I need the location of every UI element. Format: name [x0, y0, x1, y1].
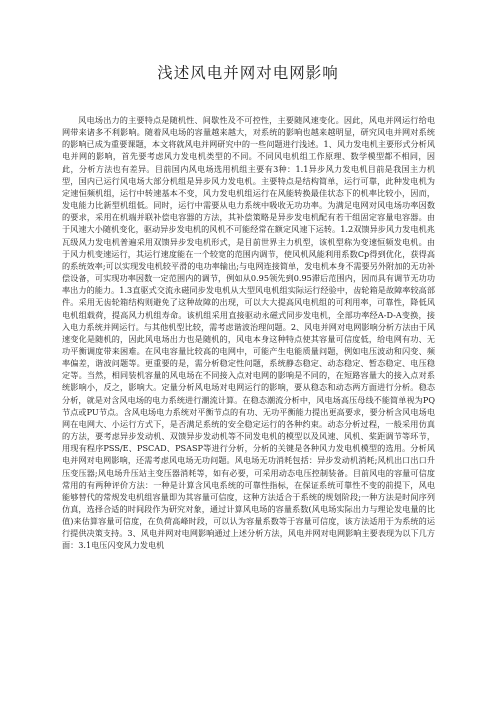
document-body-paragraph: 风电场出力的主要特点是随机性、间歇性及不可控性，主要随风速变化。因此，风电并网运行给电网带来诸多不利影响。随着风电场的容量越来越大，对系统的影响也越来越明显，研究风电并网对系统的影响已成为重要课题，本文将就风电并网研究中的一些问题进行浅述。1、风力发电机主要形式分析风电并网的影响，首先要考虑风力发电机类型的不同。不同风电机组工作原理、数学模型都不相同，因此，分析方法也有差异。目前国内风电场选用机组主要有3种：1.1异步风力发电机目前是我国主力机型，国内已运行风电场大部分机组是异步风力发电机。主要特点是结构简单，运行可靠，此种发电机为定速恒频机组，运行中转速基本不变，风力发电机组运行在风能转换最佳状态下的机率比较小，因而，发电能力比新型机组低。同时，运行中需要从电力系统中吸收无功功率。为满足电网对风电场功率因数的要求，采用在机端并联补偿电容器的方法，其补偿策略是异步发电机配有若干组固定容量电容器。由于风速大小随机变化，驱动异步发电机的风机不可能经常在额定风速下运转。1.2双馈异步风力发电机兆瓦级风力发电机普遍采用双馈异步发电机形式，是目前世界主力机型，该机型称为变速恒频发电机。由于风力机变速运行，其运行速度能在一个较宽的范围内调节，使风机风能利用系数Cp得到优化，获得高的系统效率;可以实现发电机较平滑的电功率输出;与电网连接简单，发电机本身不需要另外附加的无功补偿设备，可实现功率因数一定范围内的调节，例如从0.95领先到0.95滞后范围内，因而具有调节无功功率出力的能力。1.3直驱式交流永磁同步发电机从大型风电机组实际运行经验中，齿轮箱是故障率较高部件。采用无齿轮箱结构则避免了这种故障的出现，可以大大提高风电机组的可利用率，可靠性，降低风电机组载荷，提高风力机组寿命。该机组采用直接驱动永磁式同步发电机，全部功率经A-D-A变换，接入电力系统并网运行。与其他机型比较，需考虑谐波治理问题。2、风电并网对电网影响分析方法由于风速变化是随机的，因此风电场出力也是随机的，风电本身这种特点使其容量可信度低，给电网有功、无功平衡调度带来困难。在风电容量比较高的电网中，可能产生电能质量问题，例如电压波动和闪变、频率偏差，谐波问题等。更重要的是，需分析稳定性问题，系统静态稳定、动态稳定、暂态稳定、电压稳定等。当然，相同装机容量的风电场在不同接入点对电网的影响是不同的，在短路容量大的接入点对系统影响小，反之，影响大。定量分析风电场对电网运行的影响，要从稳态和动态两方面进行分析。稳态分析，就是对含风电场的电力系统进行潮流计算。在稳态潮流分析中，风电场高压母线不能简单视为PQ节点或PU节点。含风电场电力系统对平衡节点的有功、无功平衡能力提出更高要求，要分析含风电场电网在电网大、小运行方式下，是否满足系统的安全稳定运行的各种约束。动态分析过程，一般采用仿真的方法，要考虑异步发动机、双馈异步发动机等不同发电机的模型以及风速、风机、桨距调节等环节，用现有程序PSS/E、PSCAD、PSASP等进行分析，分析的关键是各种风力发电机模型的选用。分析风电并网对电网影响，还需考虑风电场无功问题。风电场无功消耗包括：异步发动机消耗;风机出口出口升压变压器;风电场升压站主变压器消耗等，如有必要，可采用动态电压控制装备。目前风电的容量可信度常用的有两种评价方法：一种是计算含风电系统的可靠性指标，在保证系统可靠性不变的前提下，风电能够替代的常规发电机组容量即为其容量可信度，这种方法适合于系统的规划阶段;一种方法是时间序列仿真，选择合适的时间段作为研究对象，通过计算风电场的容量系数(风电场实际出力与理论发电量的比值)来估算容量可信度，在负荷高峰时段，可以认为容量系数等于容量可信度，该方法适用于为系统的运行提供决策支持。3、风电并网对电网影响通过上述分析方法，风电并网对电网影响主要表现为以下几方面：3.1电压闪变风力发电机: [62, 115, 435, 551]
document-title: 浅述风电并网对电网影响: [157, 64, 339, 82]
